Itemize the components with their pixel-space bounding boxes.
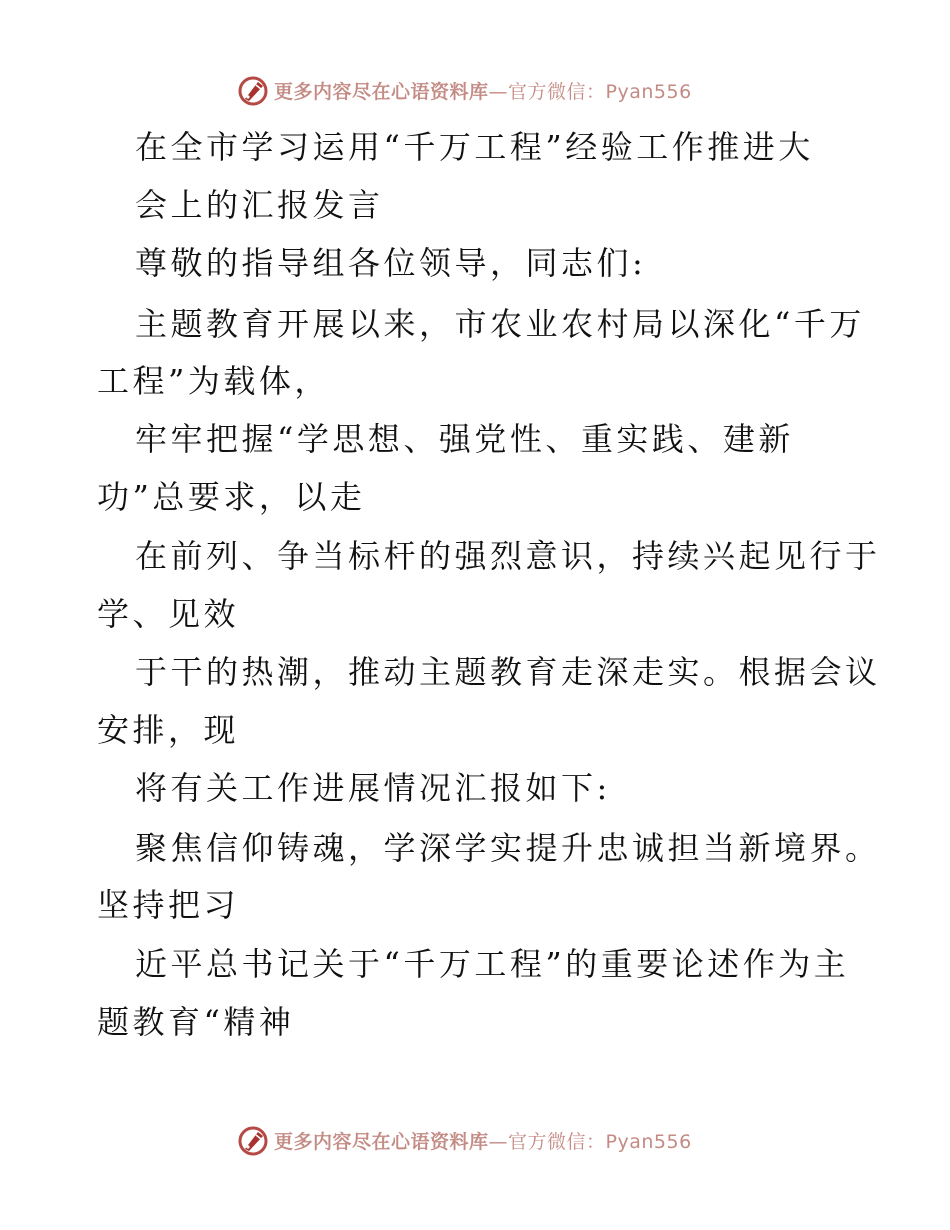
paragraph-line: 主题教育开展以来，市农业农村局以深化“千万 <box>135 305 865 343</box>
paragraph-line: 在前列、争当标杆的强烈意识，持续兴起见行于 <box>135 537 881 575</box>
paragraph-line: 近平总书记关于“千万工程”的重要论述作为主 <box>135 945 850 983</box>
paragraph-line: 功”总要求，以走 <box>97 478 366 516</box>
salutation: 尊敬的指导组各位领导，同志们: <box>135 244 647 282</box>
section-heading-line: 聚焦信仰铸魂，学深学实提升忠诚担当新境界。 <box>135 829 881 867</box>
pen-nib-circle-icon <box>236 73 270 107</box>
footer-watermark <box>236 1122 716 1158</box>
paragraph-line: 坚持把习 <box>97 886 240 924</box>
paragraph-line: 将有关工作进展情况汇报如下: <box>135 769 611 807</box>
paragraph-line: 题教育“精神 <box>97 1003 295 1041</box>
document-title-line-1: 在全市学习运用“千万工程”经验工作推进大 <box>135 128 814 166</box>
paragraph-line: 牢牢把握“学思想、强党性、重实践、建新 <box>135 420 794 458</box>
document-title-line-2: 会上的汇报发言 <box>135 186 384 224</box>
paragraph-line: 于干的热潮，推动主题教育走深走实。根据会议 <box>135 653 881 691</box>
paragraph-line: 学、见效 <box>97 595 240 633</box>
paragraph-line: 安排，现 <box>97 711 240 749</box>
header-watermark <box>236 72 716 108</box>
paragraph-line: 工程”为载体， <box>97 362 330 400</box>
pen-nib-circle-icon <box>236 1123 270 1157</box>
watermark-text: 更多内容尽在心语资料库—官方微信：Pyan556 <box>274 1130 692 1153</box>
watermark-text: 更多内容尽在心语资料库—官方微信：Pyan556 <box>274 80 692 103</box>
